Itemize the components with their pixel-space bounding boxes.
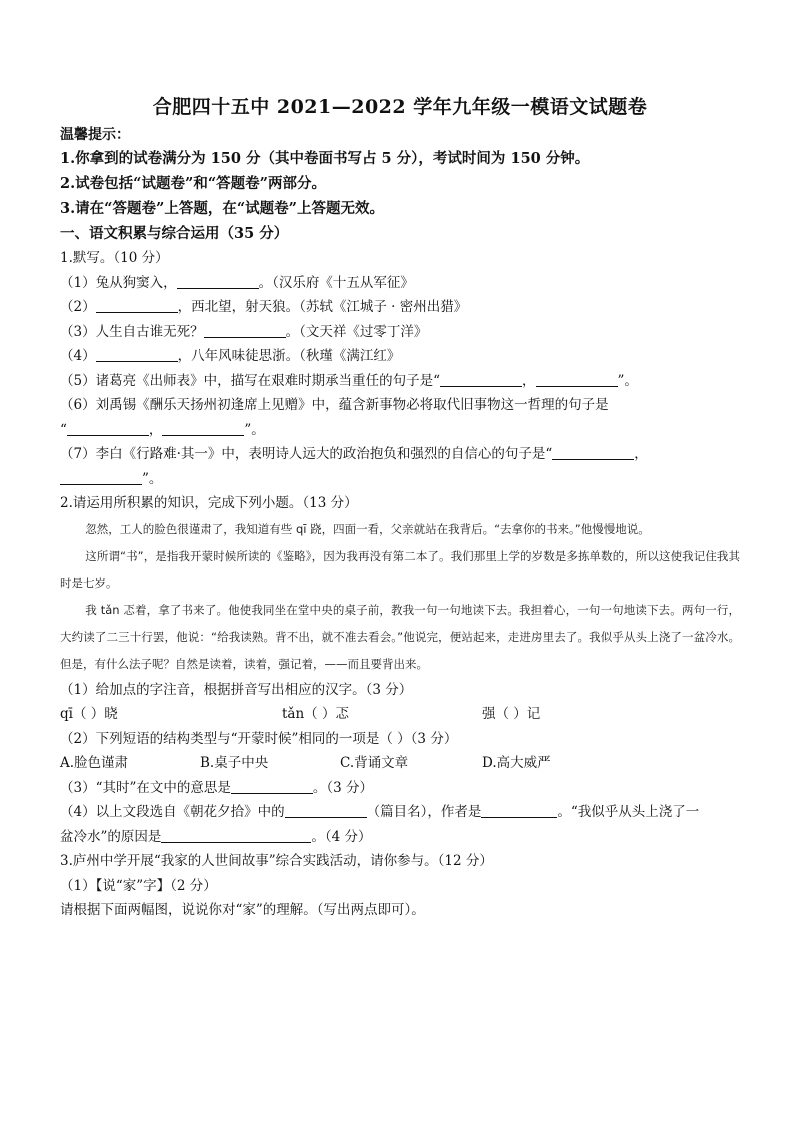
option-d[interactable]: D.高大威严 [482, 755, 551, 771]
q1-line-3-text: （3）人生自古谁无死？ [60, 323, 204, 340]
q1-line-2-text: ，西北望，射天狼。（苏轼《江城子 · 密州出猎》 [177, 299, 468, 315]
passage-paragraph-2: 这所谓“书”，是指我开蒙时候所读的《鉴略》，因为我再没有第二本了。我们那里上学的岁数是多拣单数的，所以这使我记住我其时是七岁。 [60, 548, 740, 590]
q1-line-2-num: （2） [60, 299, 96, 315]
exam-page [60, 92, 740, 923]
q1-line-3 [60, 320, 740, 345]
answer-blank[interactable] [552, 444, 634, 460]
q1-line-7-text: （7）李白《行路难·其一》中，表明诗人远大的政治抱负和强烈的自信心的句子是“ [60, 446, 553, 462]
q2-sub-4b-score: 。（4 分） [311, 828, 372, 845]
q1-line-7b [60, 467, 740, 492]
answer-blank[interactable] [285, 802, 367, 818]
q2-sub-1-items [60, 702, 740, 727]
q2-heading: 2.请运用所积累的知识，完成下列小题。（13 分） [60, 495, 358, 511]
q3-sub-1-text: 请根据下面两幅图，说说你对“家”的理解。（写出两点即可）。 [60, 902, 425, 918]
q1-line-6-end: ”。 [244, 421, 265, 438]
tip-item-3: 3.请在“答题卷”上答题，在“试题卷”上答题无效。 [60, 200, 384, 217]
q2-sub-2: （2）下列短语的结构类型与“开蒙时候”相同的一项是（ ）（3 分） [60, 730, 458, 747]
answer-blank[interactable] [96, 346, 178, 362]
section-heading: 一、语文积累与综合运用（35 分） [60, 225, 289, 242]
reading-passage [60, 516, 740, 678]
answer-blank[interactable] [536, 371, 618, 387]
exam-title: 合肥四十五中 2021—2022 学年九年级一模语文试题卷 [152, 96, 648, 118]
q2-sub-4-mid: （篇目名），作者是 [366, 804, 482, 820]
pinyin-item-2: tǎn（ ）忑 [282, 706, 349, 722]
passage-paragraph-3: 我 tǎn 忑着，拿了书来了。他使我同坐在堂中央的桌子前，教我一句一句地读下去。我担着心，一句一句地读下去。两句一行，大约读了二三十行罢，他说：“给我读熟。背不出，就不准去看会。”他说完，便站起来，走进房里去了。我似乎从头上浇了一盆冷水。但是，有什么法子呢？自然是读着，读着，强记着，——而且要背出来。 [60, 602, 740, 671]
q1-line-3-source: 。（文天祥《过零丁洋》 [285, 323, 428, 340]
passage-paragraph-1: 忽然，工人的脸色很谨肃了，我知道有些 qī 跷，四面一看，父亲就站在我背后。“去拿你的书来。”他慢慢地说。 [85, 521, 650, 536]
q3-heading: 3.庐州中学开展“我家的人世间故事”综合实践活动，请你参与。（12 分） [60, 853, 493, 869]
tip-item-1: 1.你拿到的试卷满分为 150 分（其中卷面书写占 5 分），考试时间为 150 分钟。 [60, 150, 590, 167]
q3-sub-1: （1）【说“家”字】（2 分） [60, 877, 217, 894]
option-a[interactable]: A.脸色谨肃 [60, 755, 129, 771]
option-c[interactable]: C.背诵文章 [340, 755, 409, 771]
q1-line-5-end: ”。 [617, 372, 638, 389]
q2-options [60, 751, 740, 776]
answer-blank[interactable] [161, 827, 311, 843]
q2-sub-3-text: （3）“其时”在文中的意思是 [60, 779, 231, 796]
q1-line-7-end: ”。 [142, 470, 163, 487]
tip-item-2: 2.试卷包括“试题卷”和“答题卷”两部分。 [60, 175, 326, 192]
q1-heading: 1.默写。（10 分） [60, 250, 169, 266]
answer-blank[interactable] [162, 420, 244, 436]
pinyin-item-3: 强（ ）记 [482, 706, 541, 722]
q2-sub-4-text: （4）以上文段选自《朝花夕拾》中的 [60, 804, 285, 820]
q1-line-4 [60, 344, 740, 369]
q1-line-7a [60, 442, 740, 467]
q1-line-6b [60, 418, 740, 443]
q2-sub-3-score: 。（3 分） [312, 779, 374, 796]
q1-line-7-sep: ， [634, 446, 648, 462]
q1-line-1-text: （1）兔从狗窦入， [60, 274, 177, 291]
answer-blank[interactable] [177, 273, 259, 289]
answer-blank[interactable] [67, 420, 149, 436]
q2-sub-4 [60, 800, 740, 825]
q1-line-6a: （6）刘禹锡《酬乐天扬州初逢席上见赠》中，蕴含新事物必将取代旧事物这一哲理的句子是 [60, 397, 609, 413]
answer-blank[interactable] [96, 297, 178, 313]
q1-line-2 [60, 295, 740, 320]
q1-line-4-text: ，八年风味徒思浙。（秋瑾《满江红》 [177, 348, 401, 364]
q1-line-5-sep: ， [522, 372, 536, 389]
answer-blank[interactable] [440, 371, 522, 387]
q2-sub-4b-text: 盆冷水”的原因是 [60, 828, 162, 845]
q2-sub-3 [60, 776, 740, 801]
answer-blank[interactable] [204, 322, 286, 338]
q1-line-5 [60, 369, 740, 394]
q1-line-4-num: （4） [60, 348, 96, 364]
q1-line-6-sep: ， [148, 421, 163, 438]
answer-blank[interactable] [60, 469, 142, 485]
tips-heading: 温馨提示： [60, 127, 130, 143]
q2-sub-4-end: 。“我似乎从头上浇了一 [557, 804, 700, 820]
option-b[interactable]: B.桌子中央 [200, 755, 269, 771]
q1-line-1 [60, 271, 740, 296]
q2-sub-4b [60, 825, 740, 850]
quote-open: “ [60, 421, 67, 438]
q1-line-1-source: 。（汉乐府《十五从军征》 [258, 274, 414, 291]
q2-sub-1: （1）给加点的字注音，根据拼音写出相应的汉字。（3 分） [60, 681, 413, 698]
answer-blank[interactable] [481, 802, 557, 818]
answer-blank[interactable] [231, 778, 313, 794]
q1-line-5-text: （5）诸葛亮《出师表》中，描写在艰难时期承当重任的句子是“ [60, 372, 440, 389]
pinyin-item-1: qī（ ）晓 [60, 706, 118, 722]
